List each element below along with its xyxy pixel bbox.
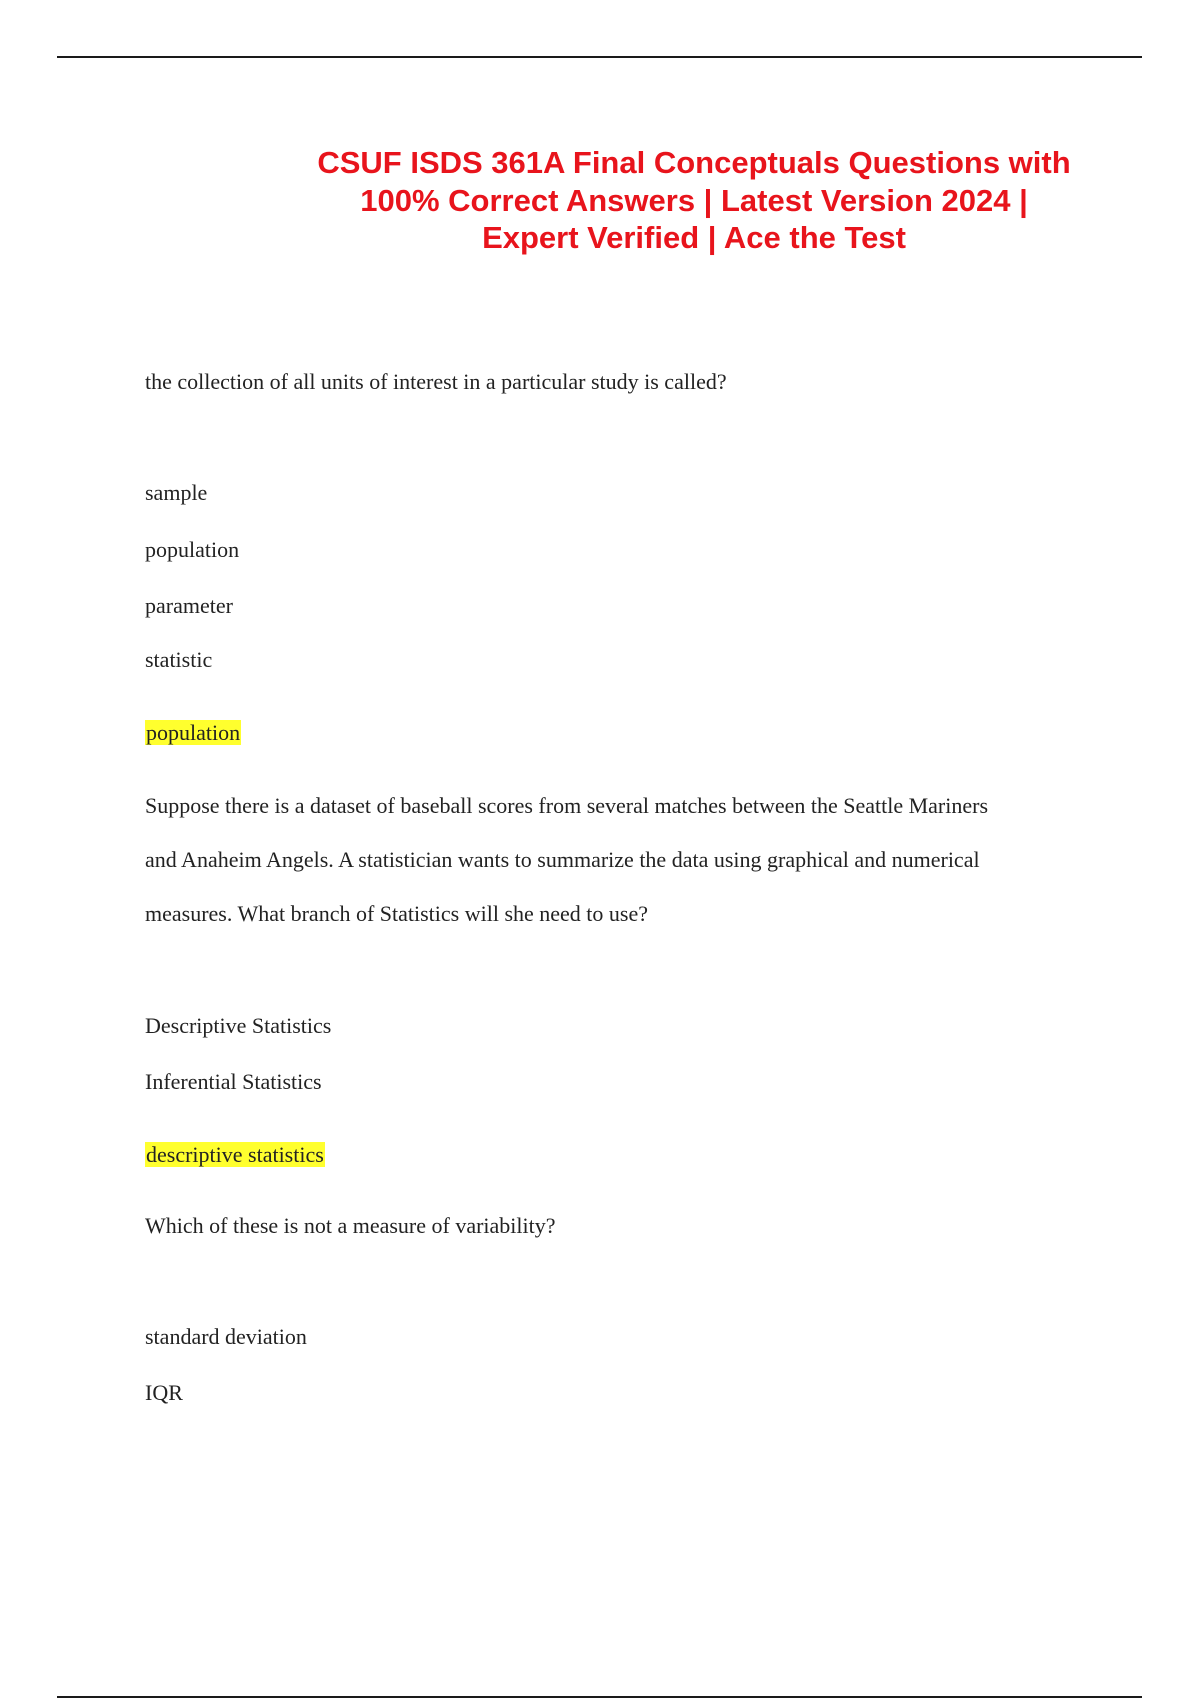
question-2-option: Descriptive Statistics	[145, 1013, 332, 1038]
question-1-option: statistic	[145, 647, 213, 672]
question-3-option: IQR	[145, 1380, 183, 1405]
document-title	[280, 144, 1108, 257]
question-1-option: population	[145, 537, 240, 562]
question-2-option: Inferential Statistics	[145, 1069, 322, 1094]
question-2-text: and Anaheim Angels. A statistician wants to summarize the data using graphical and numerical	[145, 847, 980, 872]
question-1-answer	[145, 719, 241, 747]
title-line: Expert Verified | Ace the Test	[482, 220, 906, 255]
question-2-answer	[145, 1141, 325, 1169]
title-line: 100% Correct Answers | Latest Version 2024 |	[360, 182, 1028, 218]
highlighted-answer: descriptive statistics	[146, 1142, 324, 1167]
question-3-text: Which of these is not a measure of variability?	[145, 1213, 556, 1238]
question-2-text: measures. What branch of Statistics will she need to use?	[145, 901, 649, 926]
question-3-option: standard deviation	[145, 1324, 307, 1349]
top-rule	[57, 56, 1142, 58]
bottom-rule	[57, 1696, 1142, 1698]
question-1-option: sample	[145, 480, 208, 505]
question-1-option: parameter	[145, 593, 233, 618]
highlighted-answer: population	[146, 720, 241, 745]
question-1-text: the collection of all units of interest in a particular study is called?	[145, 369, 727, 394]
question-2-text: Suppose there is a dataset of baseball scores from several matches between the Seattle Mariners	[145, 793, 989, 818]
title-line: CSUF ISDS 361A Final Conceptuals Questions with	[317, 145, 1071, 180]
